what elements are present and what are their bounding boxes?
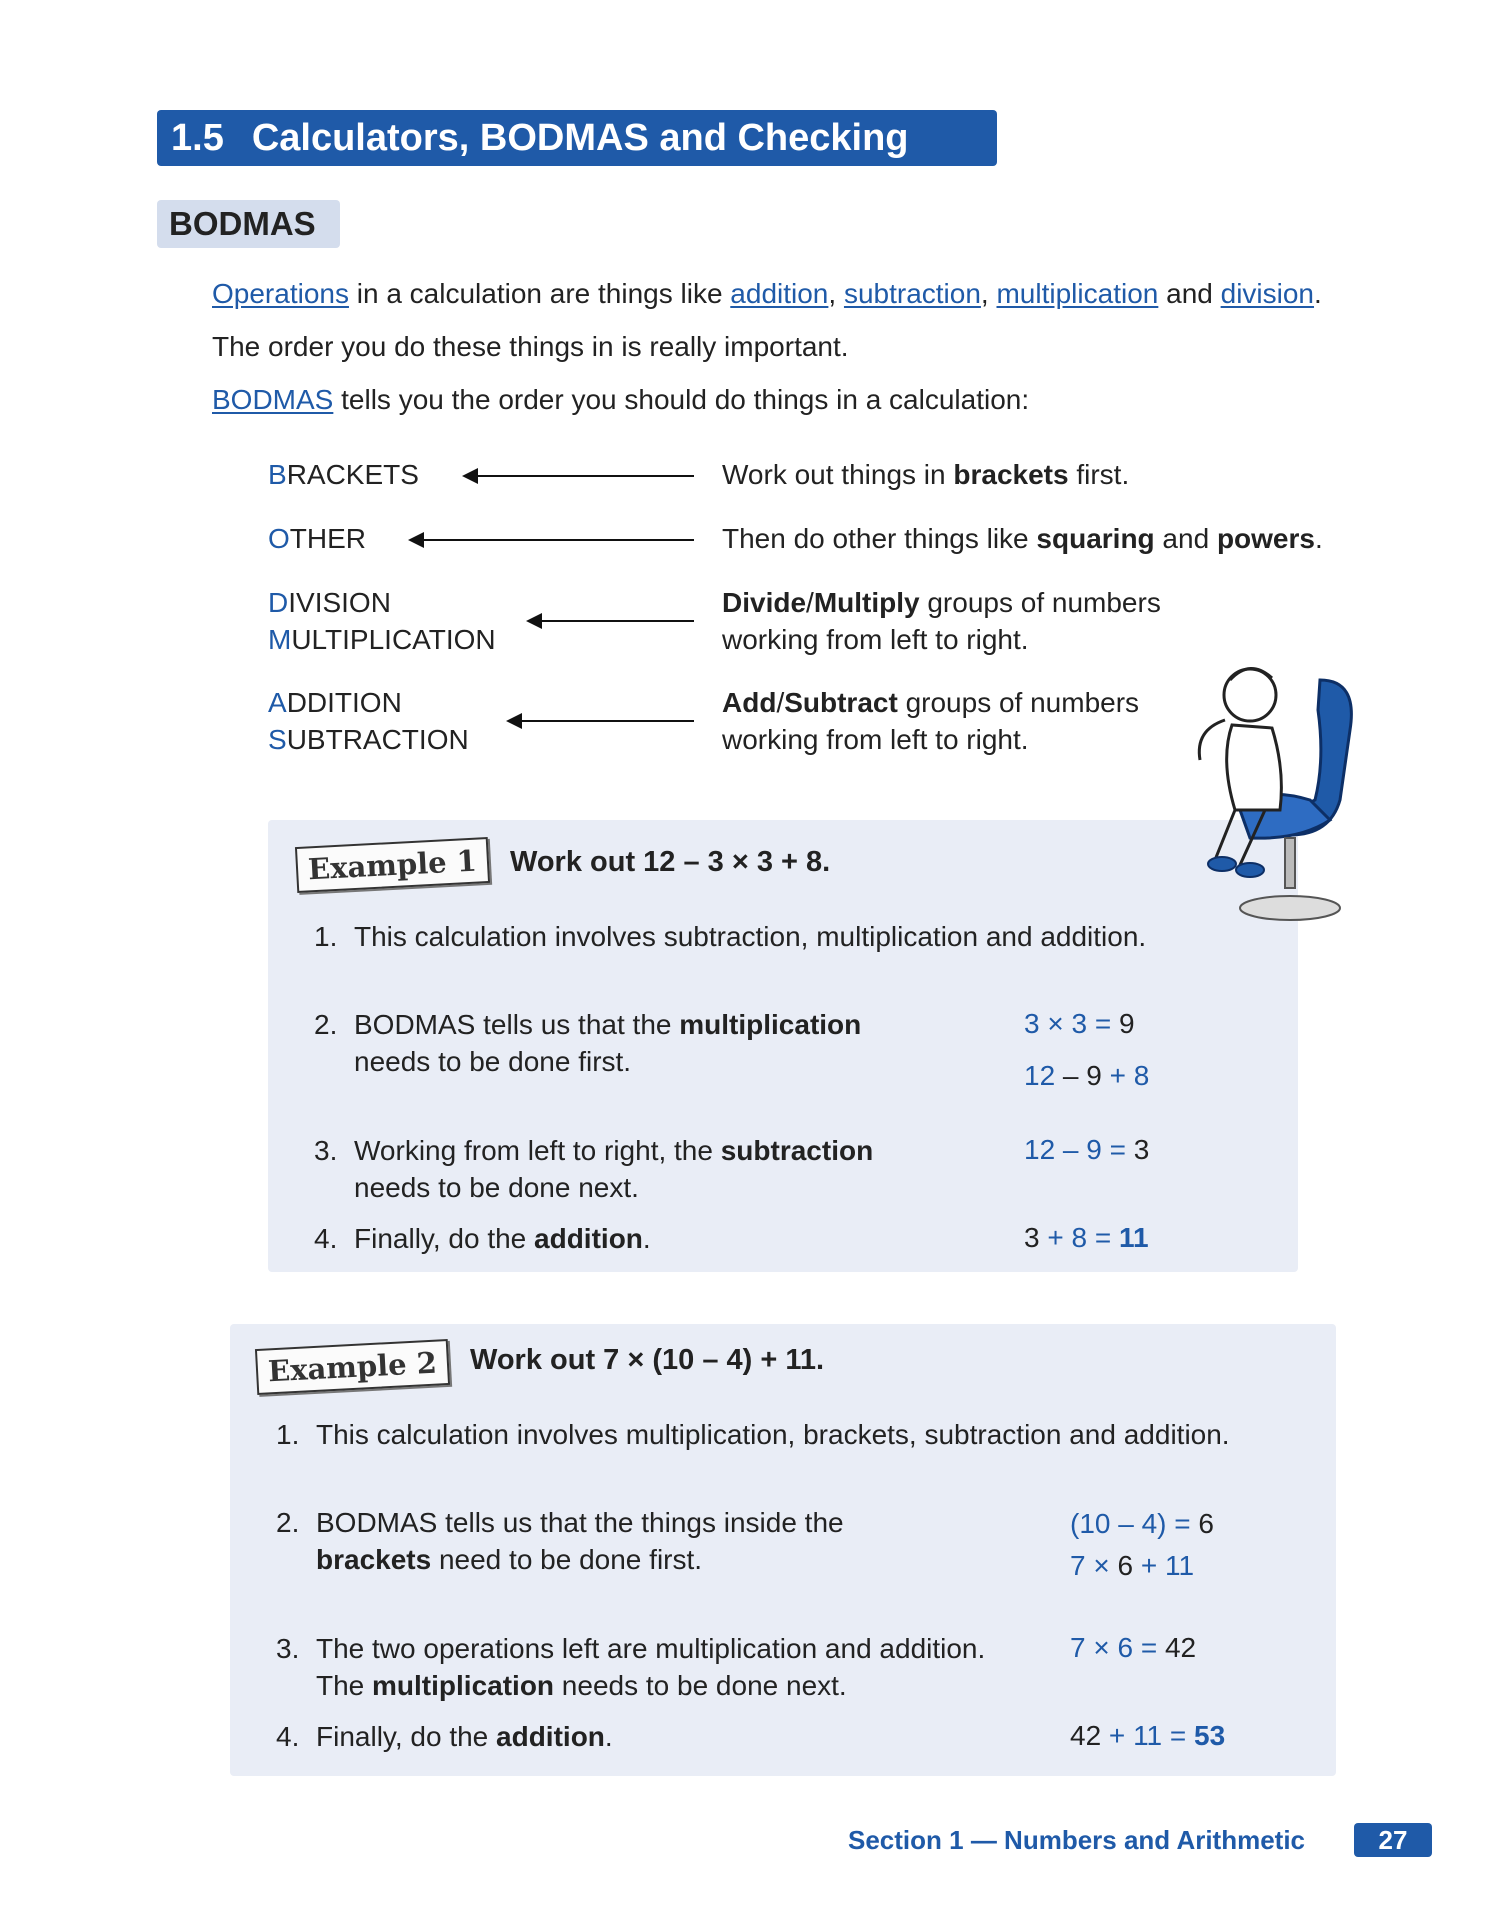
term-initial: A [268,687,287,718]
professor-figure [1199,668,1281,877]
link-addition[interactable]: addition [730,278,829,309]
example-1-calc-3 [1024,1134,1149,1166]
calc-answer: 53 [1194,1720,1226,1751]
calc-value: 3 [1024,1222,1040,1253]
example-2-step-1 [276,1416,1230,1453]
link-bodmas[interactable]: BODMAS [212,384,334,415]
intro-line-1 [212,278,1322,310]
calc-text: + 11 [1133,1550,1195,1581]
arrow-left-icon [508,720,694,722]
step-text: The [316,1670,373,1701]
subsection-title: BODMAS [157,200,340,248]
desc-bold: Add [722,687,777,718]
step-bold: addition [496,1721,605,1752]
calc-value: 6 [1117,1550,1134,1581]
step-number: 2. [314,1009,338,1040]
step-bold: multiplication [372,1670,555,1701]
step-number: 1. [276,1419,300,1450]
arrow-left-icon [410,539,694,541]
step-text: needs to be done next. [554,1670,847,1701]
calc-text: + 8 [1109,1060,1150,1091]
calc-text: 12 [1024,1060,1056,1091]
step-text: This calculation involves subtraction, multiplication and addition. [354,921,1147,952]
example-2-calc-4 [1070,1720,1225,1752]
example-1-question: Work out 12 – 3 × 3 + 8. [510,846,831,878]
calc-value: – 9 [1055,1060,1110,1091]
calc-text: 7 × 6 = [1070,1632,1165,1663]
desc-text: working from left to right. [722,624,1029,655]
step-text: . [642,1223,651,1254]
term-division-multiplication [268,584,496,658]
calc-text: 3 × 3 = [1024,1008,1119,1039]
desc-text: Work out things in [722,459,954,490]
term-rest: ULTIPLICATION [291,624,496,655]
link-operations[interactable]: Operations [212,278,349,309]
desc-brackets [722,456,1129,493]
calc-text: 12 – 9 = [1024,1134,1134,1165]
intro-text: , [980,278,997,309]
calc-value: 42 [1164,1632,1197,1663]
desc-text: groups of numbers [897,687,1140,718]
example-2-stamp: Example 2 [255,1339,450,1395]
example-1-step-2 [314,1006,861,1080]
example-2-question: Work out 7 × (10 – 4) + 11. [470,1344,825,1376]
term-rest: THER [289,523,367,554]
calc-answer: 11 [1118,1222,1149,1253]
desc-text: Then do other things like [722,523,1037,554]
calc-text: (10 – 4) = [1070,1508,1199,1539]
example-2-calc-2 [1070,1550,1194,1582]
term-rest: IVISION [288,587,391,618]
desc-text: groups of numbers [919,587,1161,618]
term-rest: RACKETS [286,459,419,490]
calc-value: 3 [1133,1134,1150,1165]
page-number: 27 [1354,1823,1432,1857]
calc-value: 6 [1198,1508,1214,1539]
arrow-left-icon [464,475,694,477]
step-text: need to be done first. [431,1544,703,1575]
calc-text: 7 × [1070,1550,1118,1581]
step-bold: brackets [316,1544,432,1575]
term-rest: DDITION [286,687,402,718]
calc-value: 42 [1070,1720,1102,1751]
example-2-calc-3 [1070,1632,1196,1664]
step-bold: addition [534,1223,643,1254]
desc-bold: powers [1216,523,1315,554]
term-initial: D [268,587,289,618]
example-1-step-4 [314,1220,651,1257]
term-other [268,520,366,557]
link-multiplication[interactable]: multiplication [996,278,1159,309]
desc-bold: Multiply [813,587,920,618]
term-addition-subtraction [268,684,469,758]
step-text: Finally, do the [316,1721,497,1752]
step-text: Finally, do the [354,1223,535,1254]
desc-division-multiplication [722,584,1161,658]
term-rest: UBTRACTION [286,724,469,755]
step-number: 4. [314,1223,338,1254]
desc-bold: Subtract [784,687,898,718]
step-text: BODMAS tells us that the [354,1009,680,1040]
example-2-step-2 [276,1504,844,1578]
desc-bold: brackets [953,459,1069,490]
desc-bold: squaring [1036,523,1155,554]
section-title: Calculators, BODMAS and Checking [251,117,909,159]
desc-text: working from left to right. [722,724,1029,755]
term-brackets [268,456,419,493]
step-bold: multiplication [679,1009,862,1040]
step-bold: subtraction [720,1135,874,1166]
example-1-step-3 [314,1132,873,1206]
step-text: The two operations left are multiplication and addition. [316,1633,986,1664]
desc-other [722,520,1323,557]
example-1-step-1 [314,918,1146,955]
step-text: Working from left to right, the [354,1135,721,1166]
step-number: 2. [276,1507,300,1538]
example-1-calc-2 [1024,1060,1149,1092]
calc-text: + 8 = [1039,1222,1119,1253]
desc-addition-subtraction [722,684,1139,758]
desc-bold: Divide [722,587,807,618]
example-2-step-4 [276,1718,613,1755]
link-subtraction[interactable]: subtraction [843,278,981,309]
term-initial: O [268,523,290,554]
term-initial: S [268,724,287,755]
example-2-step-3 [276,1630,985,1704]
step-text: This calculation involves multiplication, brackets, subtraction and addition. [316,1419,1230,1450]
step-number: 4. [276,1721,300,1752]
step-number: 3. [314,1135,338,1166]
example-1-calc-4 [1024,1222,1149,1254]
intro-text: , [828,278,844,309]
example-2-calc-1 [1070,1508,1214,1540]
step-text: needs to be done first. [354,1046,632,1077]
link-division[interactable]: division [1220,278,1315,309]
step-text: . [604,1721,613,1752]
step-number: 1. [314,921,338,952]
step-text: needs to be done next. [354,1172,639,1203]
step-text: BODMAS tells us that the things inside the [316,1507,844,1538]
desc-text: and [1154,523,1217,554]
desc-text: / [806,587,814,618]
intro-text: and [1158,278,1221,309]
intro-text: in a calculation are things like [348,278,731,309]
section-title-banner [157,110,997,166]
desc-text: first. [1068,459,1130,490]
intro-text: tells you the order you should do things in a calculation: [333,384,1030,415]
desc-text: . [1314,523,1323,554]
intro-text: . [1314,278,1322,309]
intro-line-3 [212,384,1029,416]
section-number: 1.5 [171,117,224,159]
calc-text: + 11 = [1101,1720,1195,1751]
professor-illustration [1180,650,1380,930]
term-initial: B [268,459,287,490]
intro-line-2: The order you do these things in is really important. [212,331,849,362]
arrow-left-icon [528,620,694,622]
example-1-stamp: Example 1 [295,837,490,893]
step-number: 3. [276,1633,300,1664]
example-1-calc-1 [1024,1008,1135,1040]
term-initial: M [268,624,292,655]
footer-section-label: Section 1 — Numbers and Arithmetic [848,1825,1306,1855]
desc-text: / [776,687,785,718]
calc-value: 9 [1118,1008,1135,1039]
